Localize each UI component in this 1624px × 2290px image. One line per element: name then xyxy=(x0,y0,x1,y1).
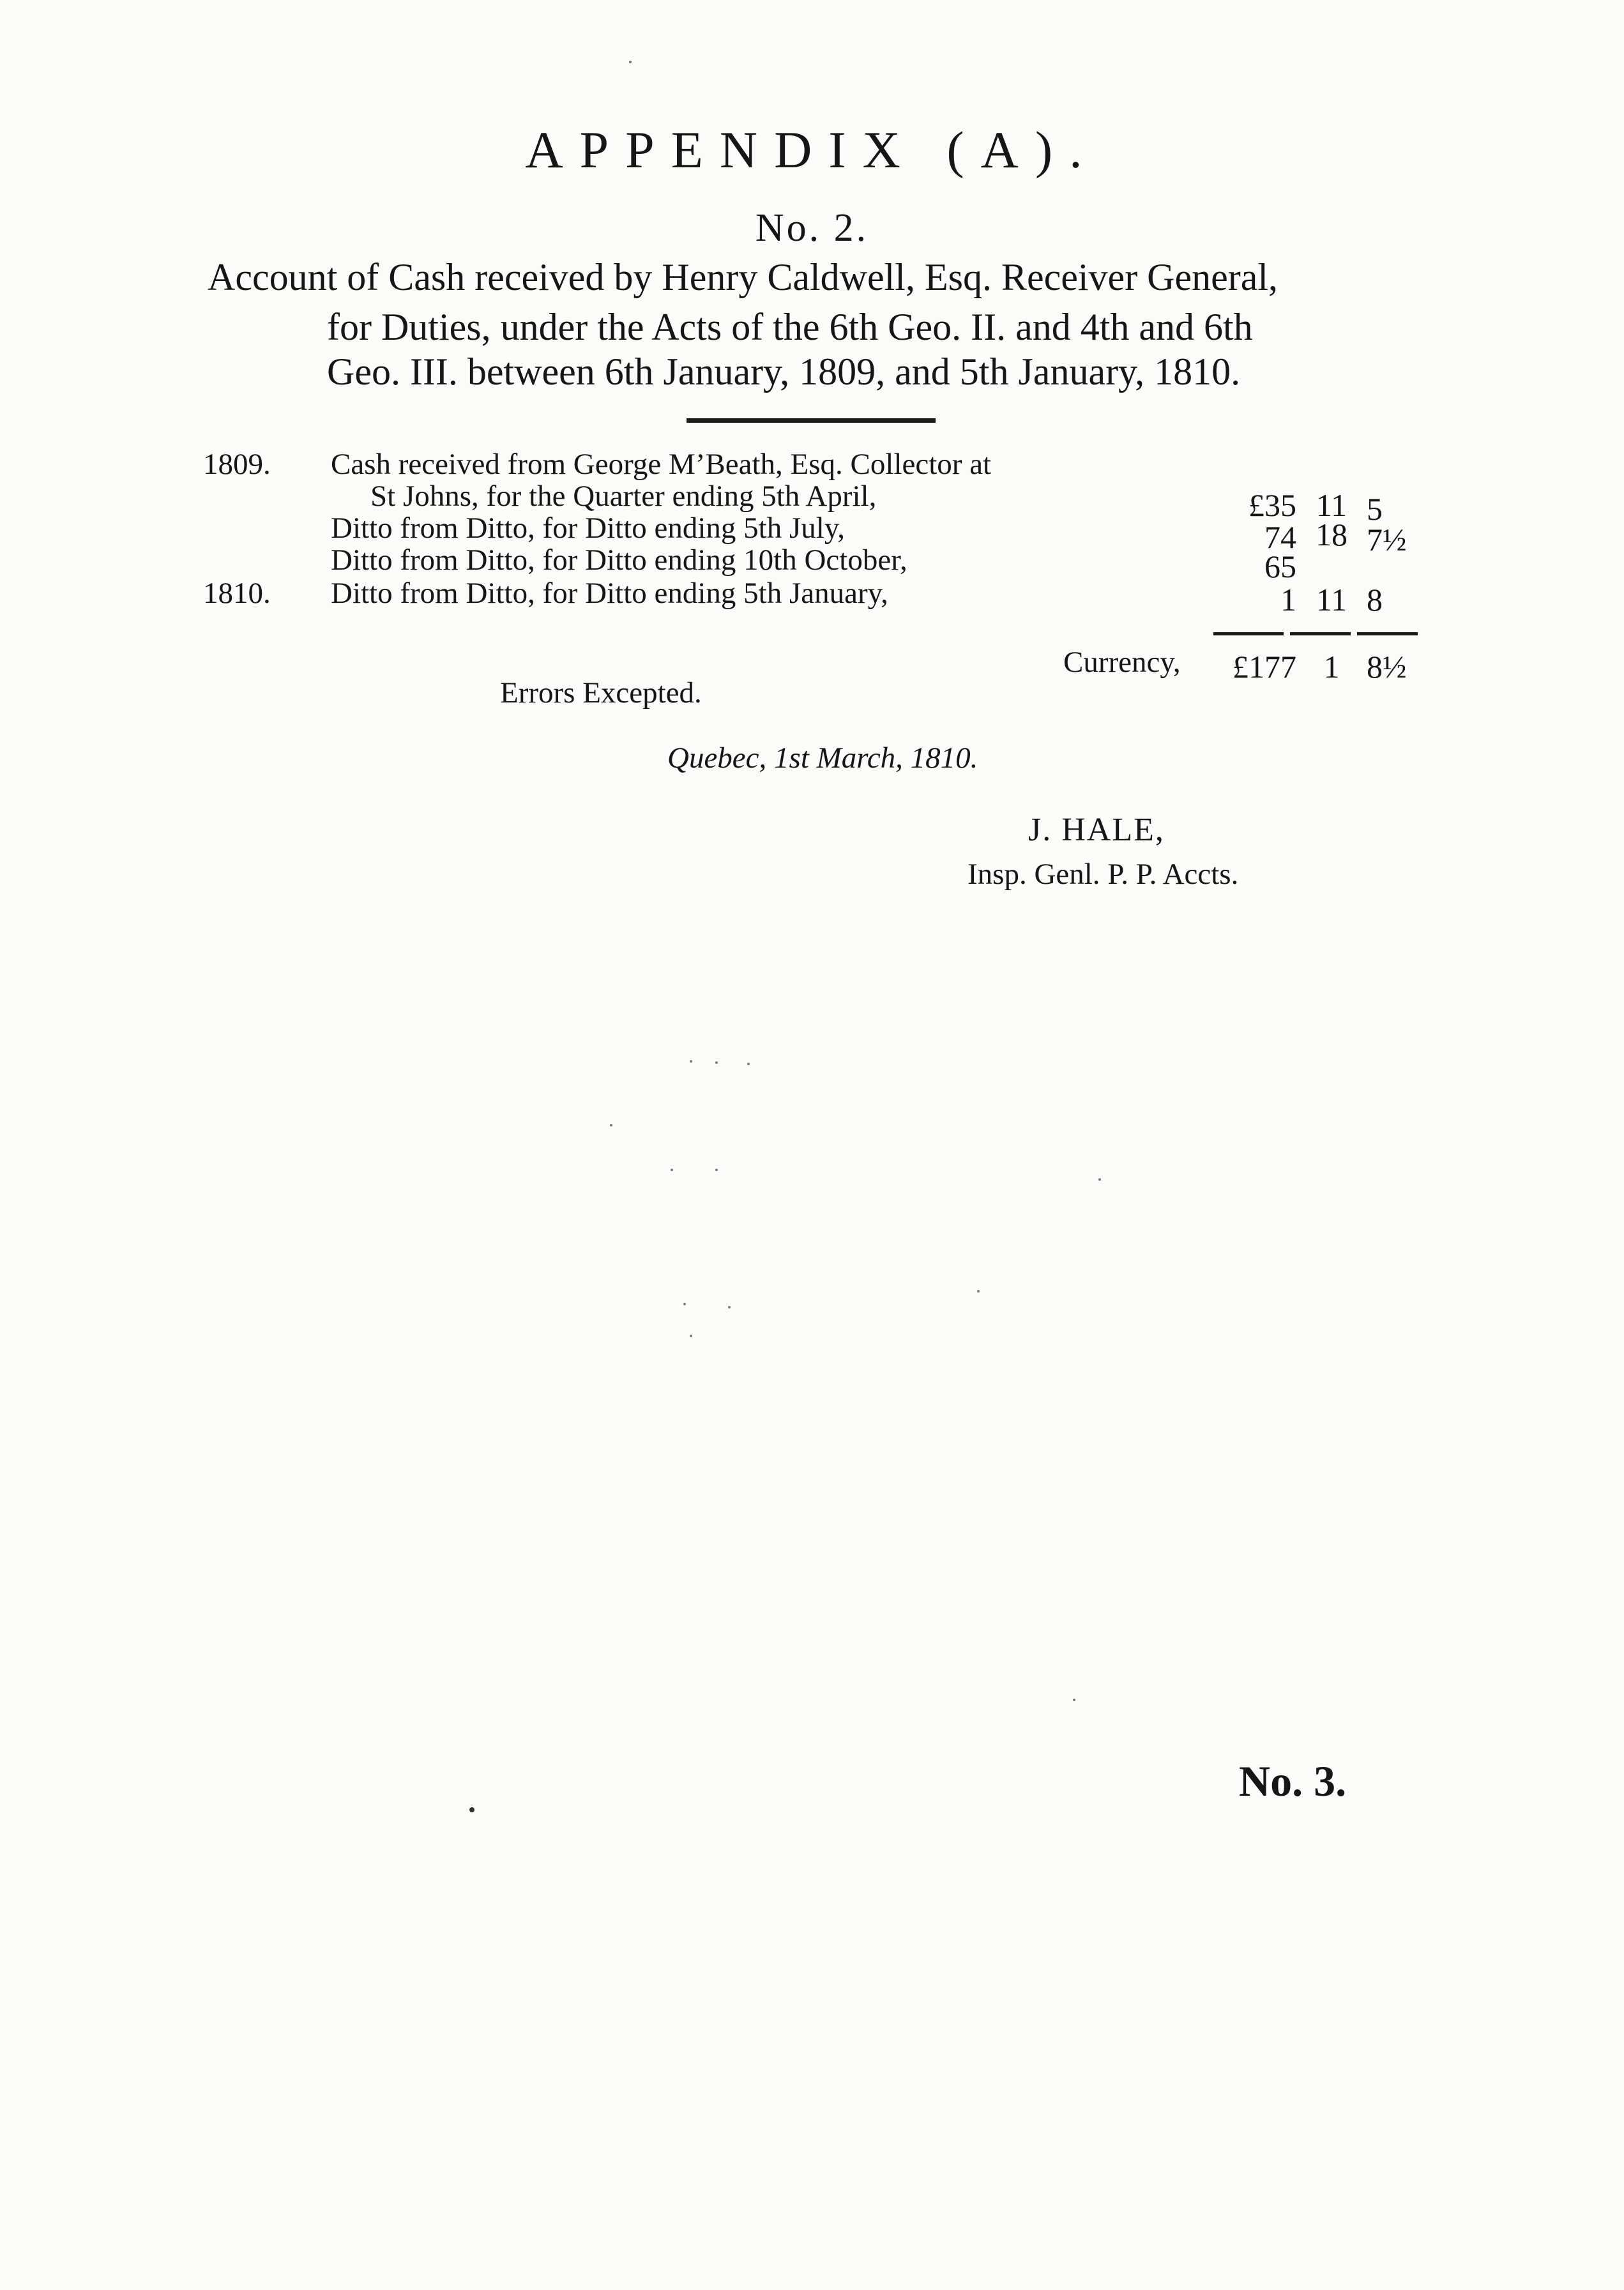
entry-pence: 8 xyxy=(1367,582,1383,618)
entry-pounds: 1 xyxy=(1280,582,1296,618)
entry-description: Cash received from George M’Beath, Esq. Collector at xyxy=(331,448,992,481)
description-line: for Duties, under the Acts of the 6th Geo. II. and 4th and 6th xyxy=(327,306,1253,348)
errors-excepted-note: Errors Excepted. xyxy=(500,676,702,709)
entry-shillings: 11 xyxy=(1316,487,1347,523)
total-pounds: £177 xyxy=(1233,649,1296,685)
entry-description: Ditto from Ditto, for Ditto ending 5th January, xyxy=(331,577,888,610)
title-divider xyxy=(687,418,936,423)
entry-year: 1810. xyxy=(203,577,271,610)
document-number: No. 2. xyxy=(755,206,869,250)
total-pence: 8½ xyxy=(1367,649,1407,685)
entry-description: St Johns, for the Quarter ending 5th April, xyxy=(370,480,877,513)
total-shillings: 1 xyxy=(1323,649,1340,685)
total-rule xyxy=(1213,632,1284,635)
signature-name: J. HALE, xyxy=(1028,812,1165,848)
entry-year: 1809. xyxy=(203,448,271,481)
entry-description: Ditto from Ditto, for Ditto ending 10th October, xyxy=(331,543,907,577)
appendix-title: APPENDIX (A). xyxy=(525,121,1099,179)
total-label: Currency, xyxy=(1063,646,1181,679)
entry-shillings: 11 xyxy=(1316,582,1347,618)
signature-title: Insp. Genl. P. P. Accts. xyxy=(968,858,1239,891)
entry-pence: 7½ xyxy=(1367,522,1407,557)
next-section-number: No. 3. xyxy=(1239,1757,1347,1805)
entry-pence: 5 xyxy=(1367,491,1383,527)
description-line: Geo. III. between 6th January, 1809, and 5th January, 1810. xyxy=(327,351,1241,393)
entry-description: Ditto from Ditto, for Ditto ending 5th July, xyxy=(331,512,846,545)
entry-shillings: 18 xyxy=(1316,517,1347,552)
total-rule xyxy=(1290,632,1351,635)
total-rule xyxy=(1357,632,1418,635)
entry-pounds: 65 xyxy=(1264,549,1296,584)
description-line: Account of Cash received by Henry Caldwell, Esq. Receiver General, xyxy=(208,256,1279,298)
entry-pounds: 74 xyxy=(1264,519,1296,555)
date-line: Quebec, 1st March, 1810. xyxy=(667,741,978,775)
entry-pounds: £35 xyxy=(1248,487,1296,523)
